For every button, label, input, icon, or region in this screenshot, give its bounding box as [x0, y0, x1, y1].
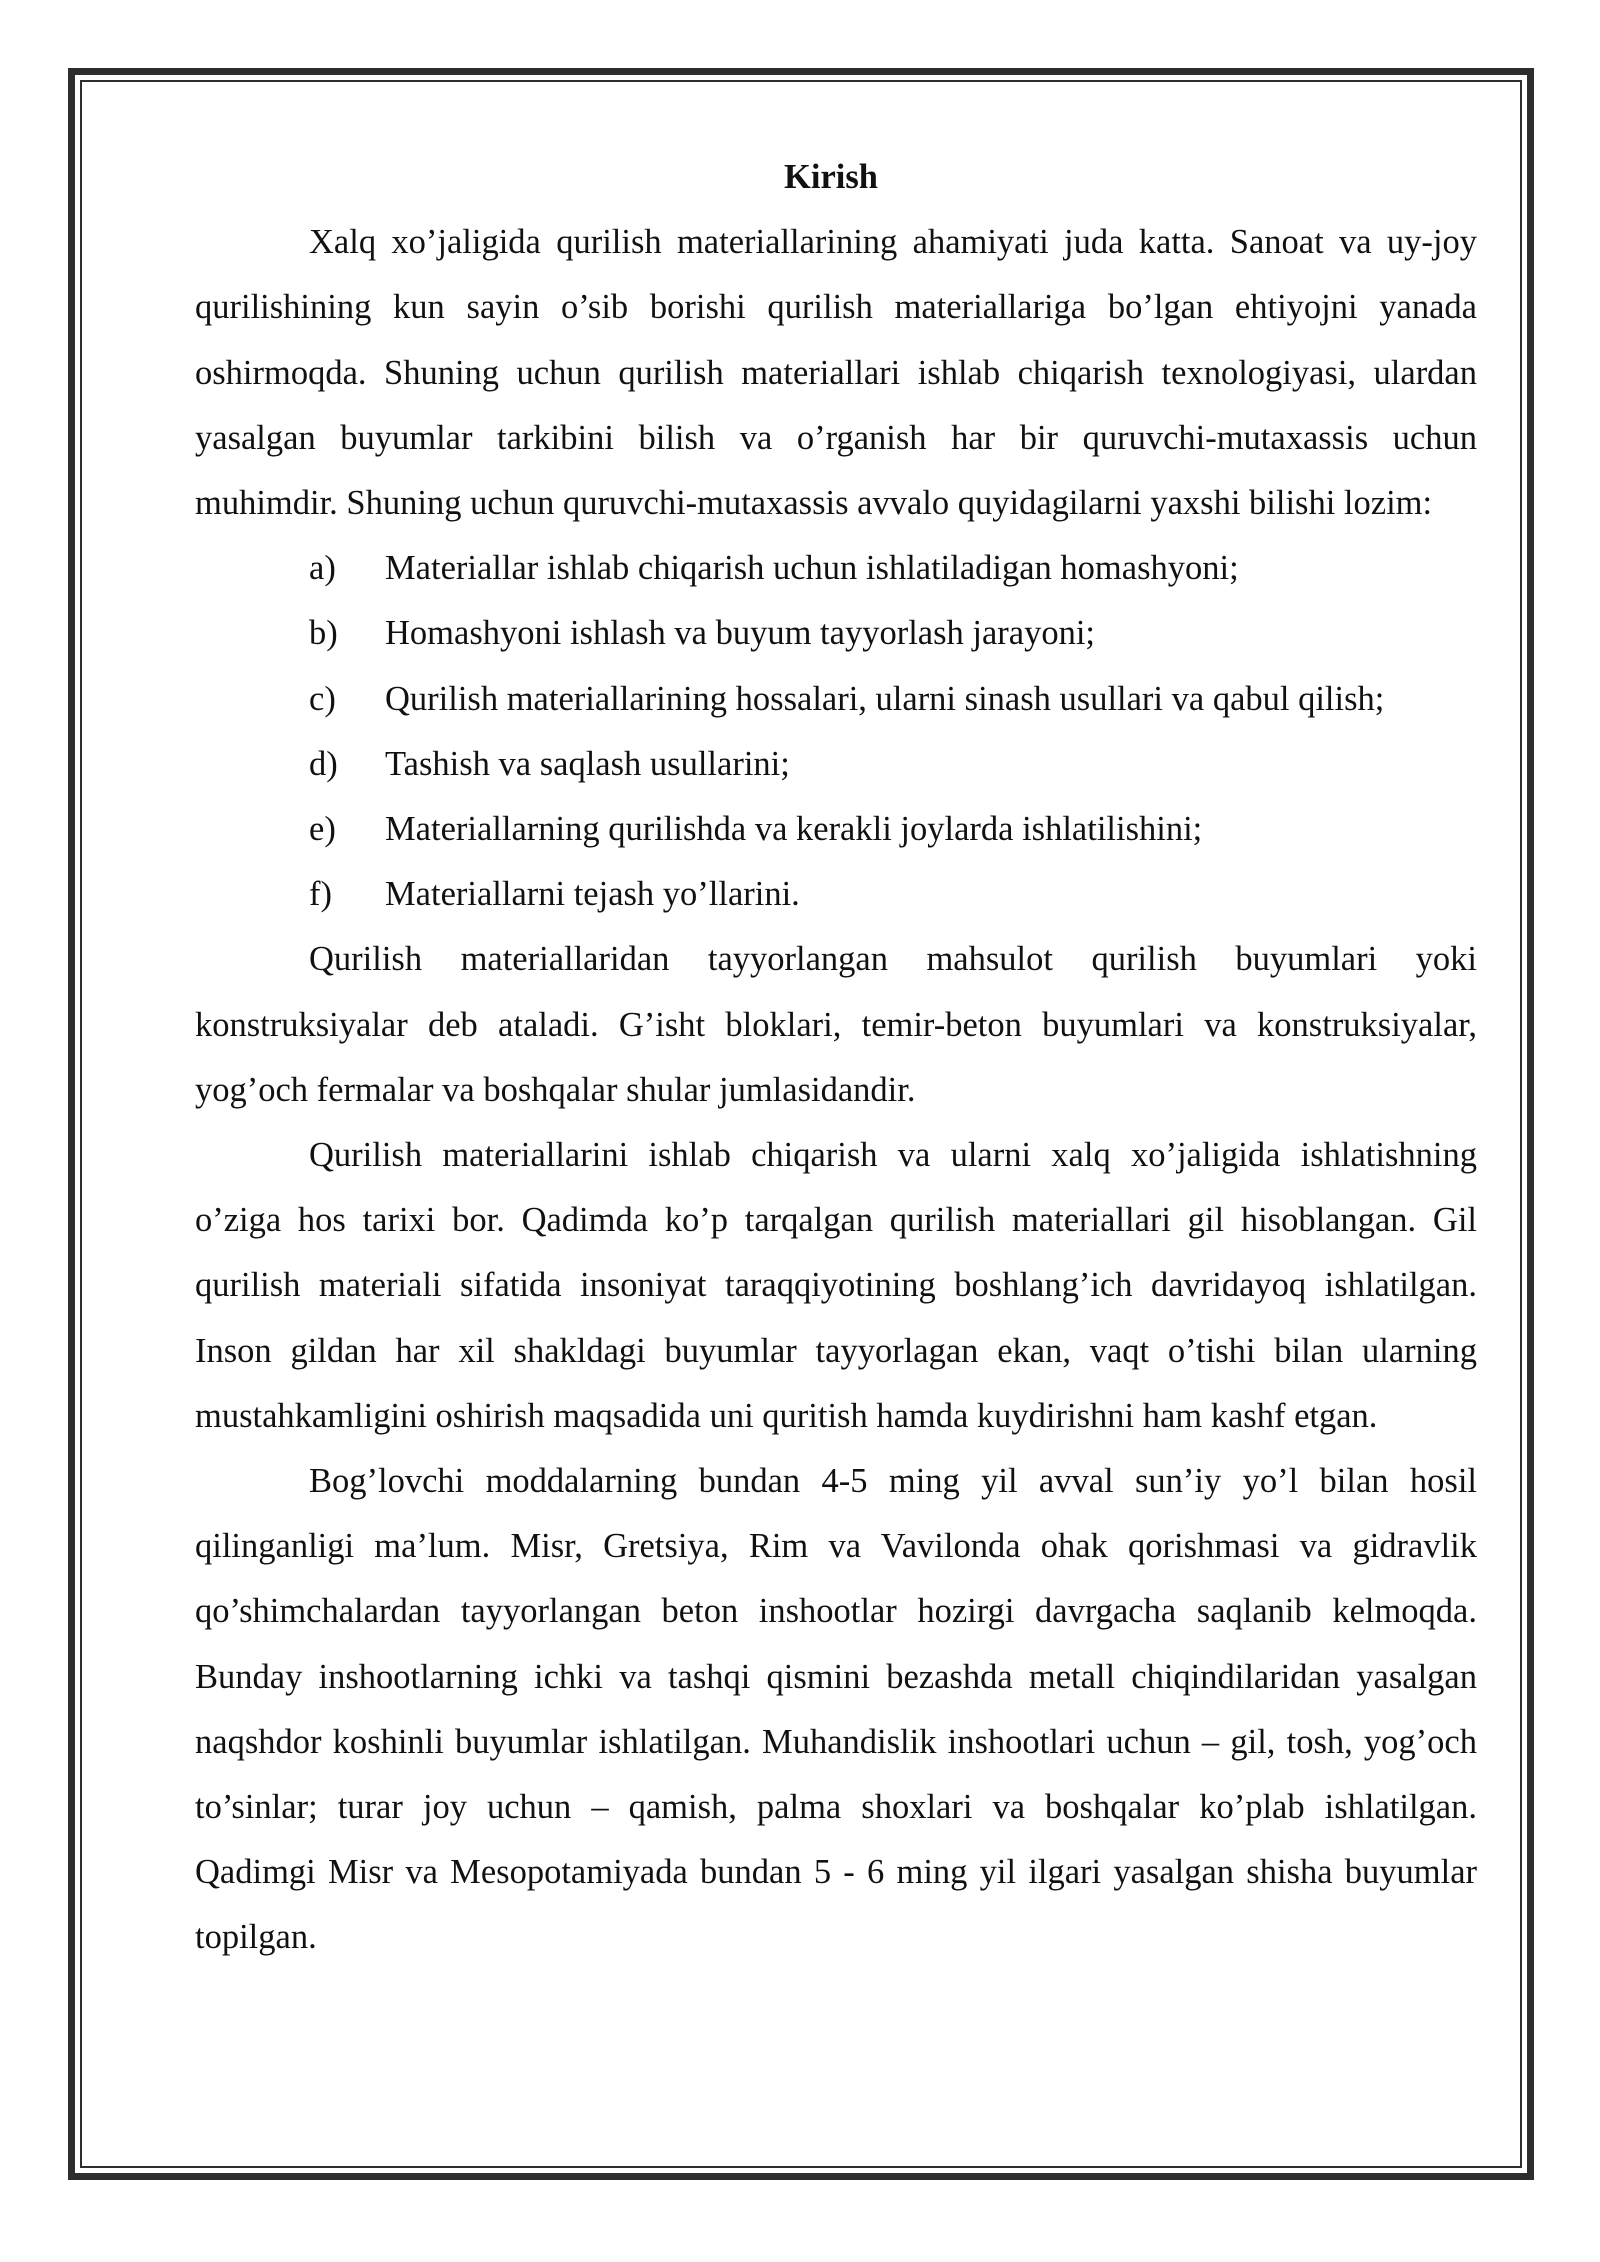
list-item: [195, 862, 1477, 927]
list-marker: c): [309, 679, 336, 718]
document-title: Kirish: [784, 158, 878, 196]
body-paragraph: Qurilish materiallarini ishlab chiqarish va ularni xalq xo’jaligida ishlatishning o’ziga hos tarixi bor. Qadimda ko’p tarqalgan qurilish materiallari gil hisoblangan. Gil qurilish materiali sifatida insoniyat taraqqiyotining boshlang’ich davridayoq ishlatilgan. Inson gildan har xil shakldagi buyumlar tayyorlagan ekan, vaqt o’tishi bilan ularning mustahkamligini oshirish maqsadida uni quritish hamda kuydirishni ham kashf etgan.: [195, 1136, 1477, 1435]
list-item: [195, 667, 1477, 732]
list-marker: f): [309, 875, 332, 914]
list-marker: d): [309, 744, 338, 783]
list-marker: e): [309, 810, 336, 849]
list-item-text: Materiallarni tejash yo’llarini.: [385, 875, 800, 914]
list-item: [195, 797, 1477, 862]
list-item: [195, 536, 1477, 601]
list-marker: a): [309, 549, 336, 588]
requirements-list: [195, 536, 1477, 927]
intro-paragraph: Xalq xo’jaligida qurilish materiallarining ahamiyati juda katta. Sanoat va uy-joy qurilishining kun sayin o’sib borishi qurilish materiallariga bo’lgan ehtiyojni yanada oshirmoqda. Shuning uchun qurilish materiallari ishlab chiqarish texnologiyasi, ulardan yasalgan buyumlar tarkibini bilish va o’rganish har bir quruvchi-mutaxassis uchun muhimdir. Shuning uchun quruvchi-mutaxassis avvalo quyidagilarni yaxshi bilishi lozim:: [195, 223, 1477, 523]
list-item-text: Tashish va saqlash usullarini;: [385, 744, 790, 783]
list-item-text: Qurilish materiallarining hossalari, ularni sinash usullari va qabul qilish;: [385, 679, 1385, 718]
body-paragraph: Bog’lovchi moddalarning bundan 4-5 ming yil avval sun’iy yo’l bilan hosil qilinganligi ma’lum. Misr, Gretsiya, Rim va Vavilonda ohak qorishmasi va gidravlik qo’shimchalardan tayyorlangan beton inshootlar hozirgi davrgacha saqlanib kelmoqda. Bunday inshootlarning ichki va tashqi qismini bezashda metall chiqindilaridan yasalgan naqshdor koshinli buyumlar ishlatilgan. Muhandislik inshootlari uchun – gil, tosh, yog’och to’sinlar; turar joy uchun – qamish, palma shoxlari va boshqalar ko’plab ishlatilgan. Qadimgi Misr va Mesopotamiyada bundan 5 - 6 ming yil ilgari yasalgan shisha buyumlar topilgan.: [195, 1462, 1477, 1957]
document-body: [195, 145, 1477, 1971]
list-item-text: Materiallar ishlab chiqarish uchun ishlatiladigan homashyoni;: [385, 549, 1239, 588]
list-item-text: Homashyoni ishlash va buyum tayyorlash jarayoni;: [385, 614, 1096, 653]
list-item: [195, 732, 1477, 797]
body-paragraph: Qurilish materiallaridan tayyorlangan mahsulot qurilish buyumlari yoki konstruksiyalar deb ataladi. G’isht bloklari, temir-beton buyumlari va konstruksiyalar, yog’och fermalar va boshqalar shular jumlasidandir.: [195, 940, 1477, 1109]
list-item: [195, 601, 1477, 666]
list-marker: b): [309, 614, 338, 653]
list-item-text: Materiallarning qurilishda va kerakli joylarda ishlatilishini;: [385, 810, 1203, 849]
